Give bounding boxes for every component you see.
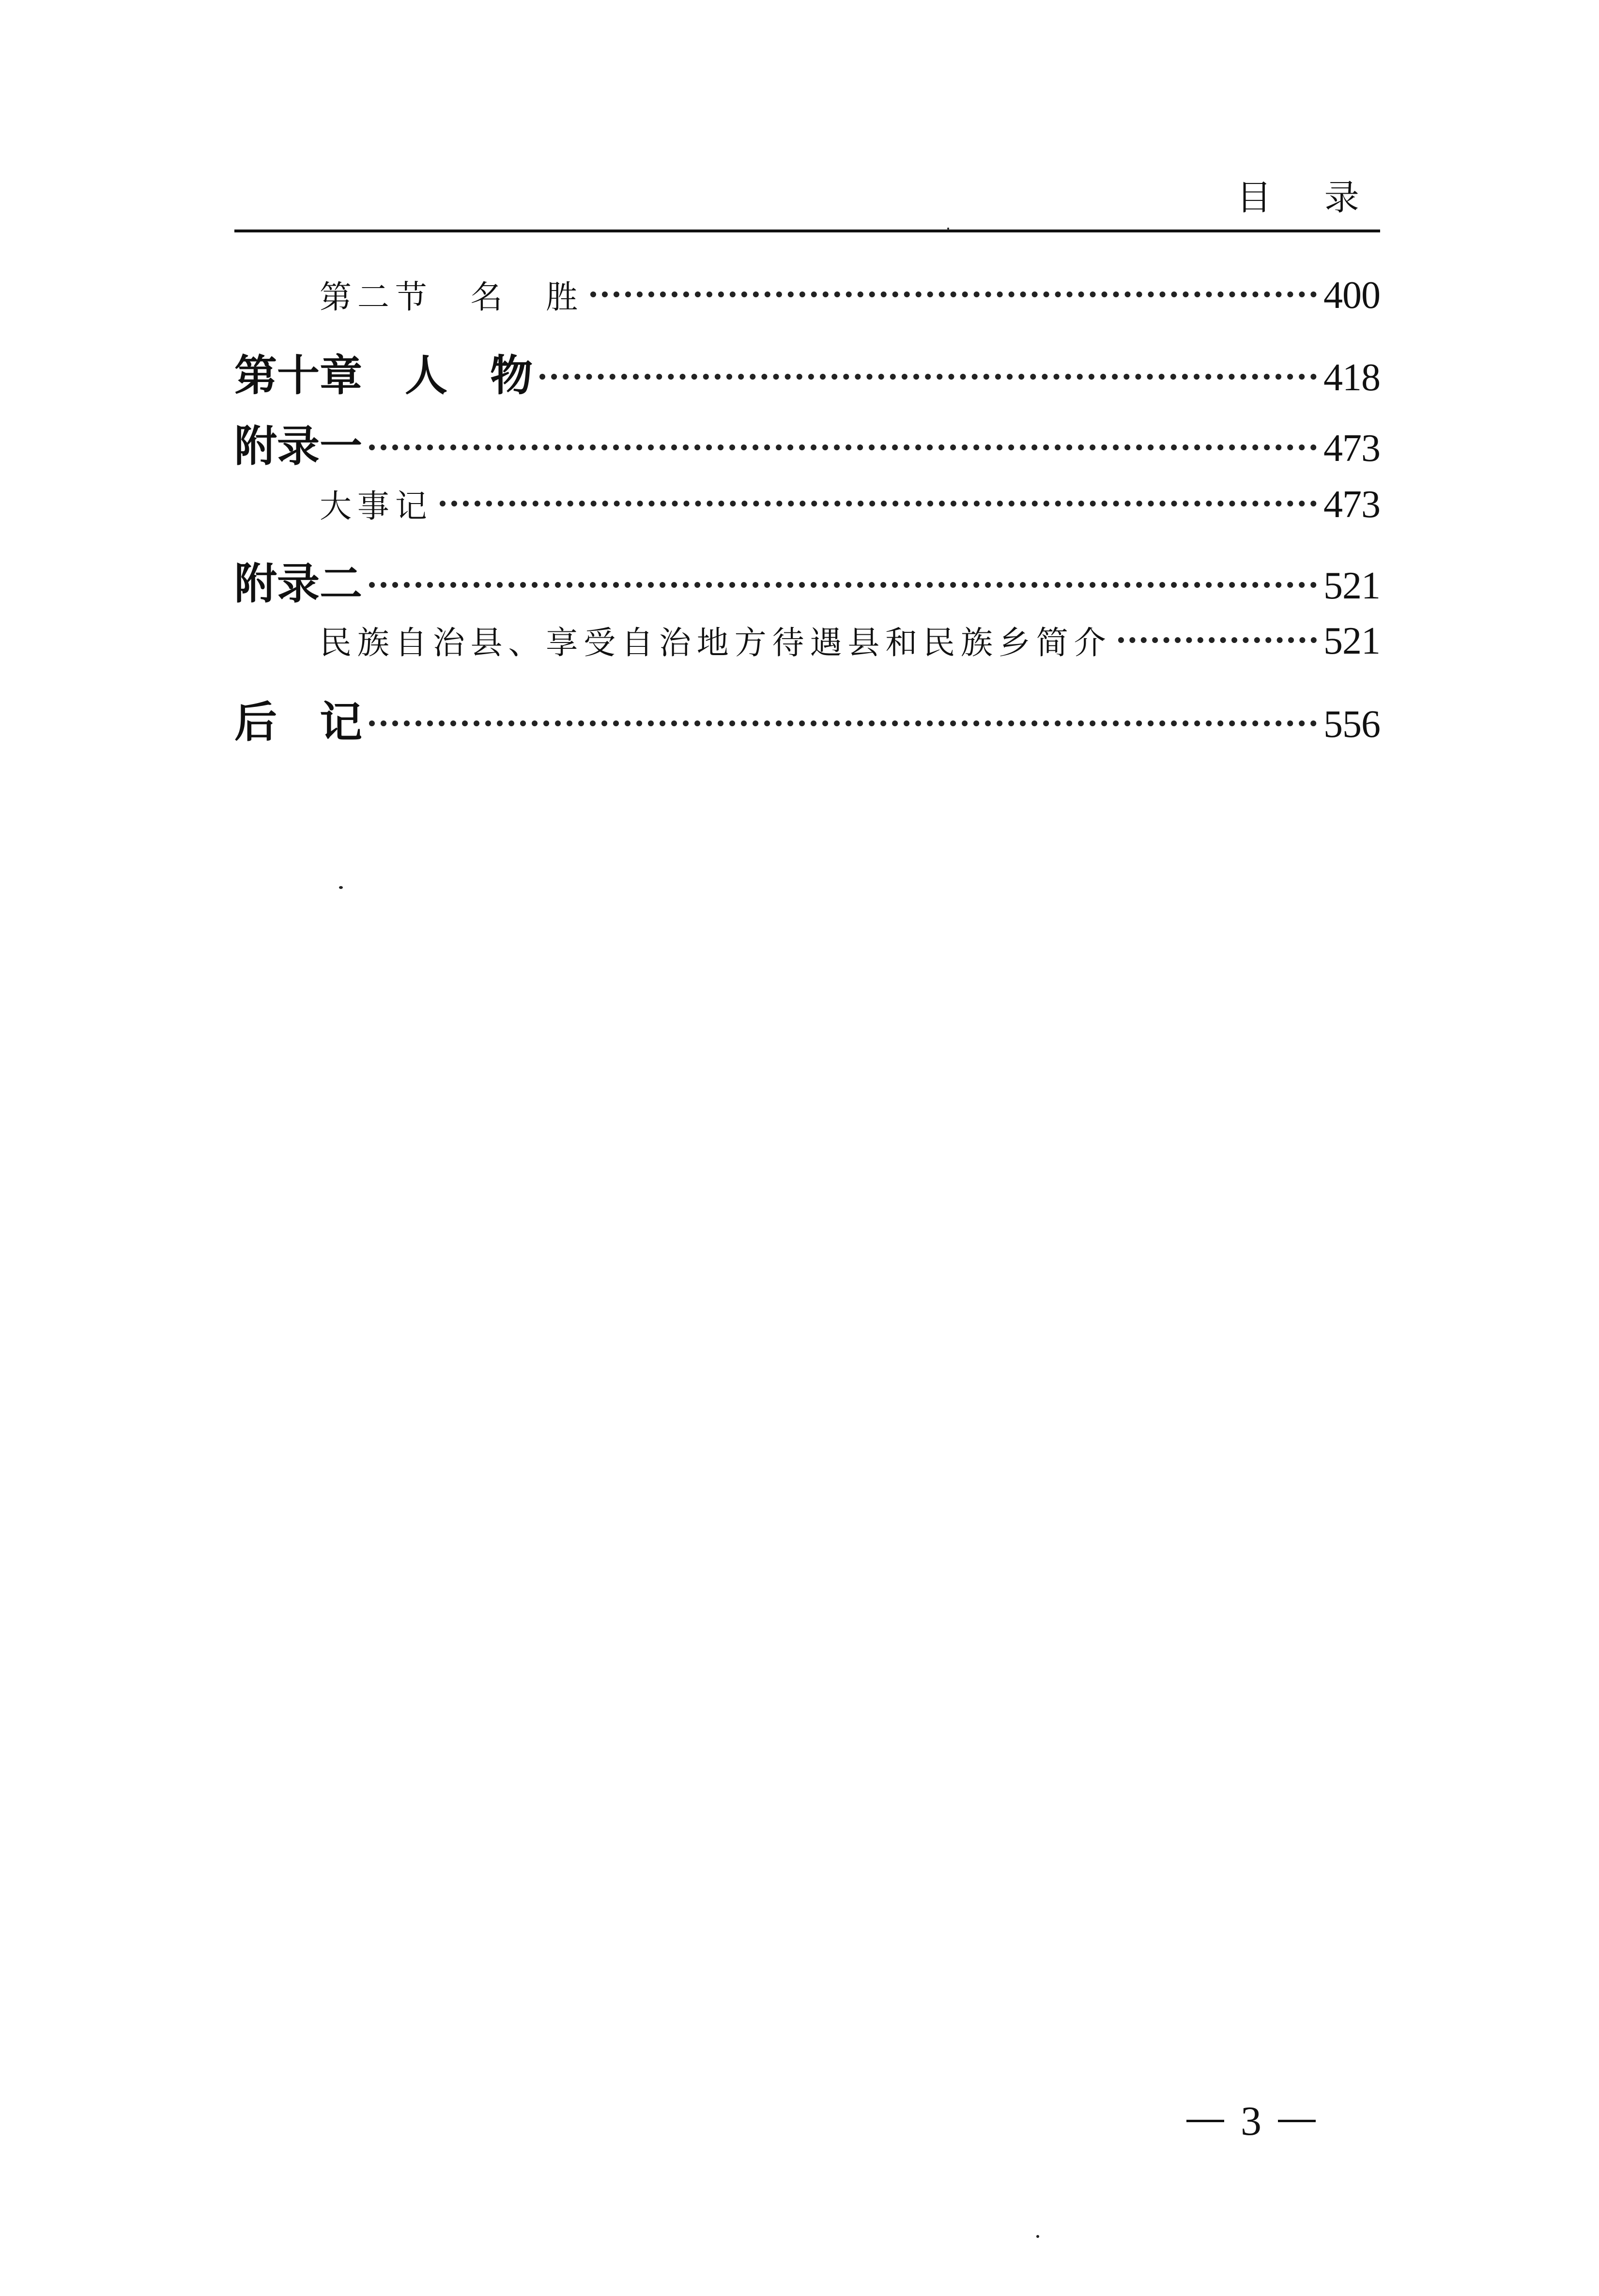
toc-entry-label: 附录一 — [234, 421, 363, 471]
toc-entry-label: 第十章 人 物 — [234, 351, 533, 400]
running-header-title: 目 录 — [1236, 177, 1380, 218]
toc-entry-page: 473 — [1323, 483, 1380, 526]
page-number-value: 3 — [1241, 2097, 1261, 2144]
dot-leader — [539, 374, 1317, 380]
toc-entry-label: 大事记 — [320, 488, 433, 525]
toc-entry-afterword[interactable] — [234, 689, 1380, 750]
toc-entry-appendix-one[interactable] — [234, 413, 1380, 474]
dot-leader — [440, 501, 1317, 506]
scan-speck — [947, 228, 949, 230]
toc-entry-autonomous-counties[interactable] — [234, 617, 1380, 663]
toc-entry-page: 400 — [1323, 274, 1380, 317]
toc-entry-famous-sites[interactable] — [234, 271, 1380, 318]
toc-entry-page: 521 — [1323, 620, 1380, 662]
toc-entry-label: 第二节 名 胜 — [320, 278, 584, 316]
dot-leader — [369, 720, 1317, 726]
toc-entry-label: 附录二 — [234, 559, 363, 609]
toc-entry-chronicle[interactable] — [234, 480, 1380, 527]
toc-entry-page: 556 — [1323, 703, 1380, 746]
scan-speck — [339, 886, 343, 889]
em-dash-left — [1186, 2120, 1224, 2122]
scan-speck — [1036, 2235, 1039, 2238]
toc-entry-appendix-two[interactable] — [234, 550, 1380, 611]
toc-entry-page: 521 — [1323, 565, 1380, 607]
page-number — [1186, 2097, 1316, 2145]
dot-leader — [1118, 637, 1317, 643]
toc-entry-page: 418 — [1323, 356, 1380, 399]
toc-entry-page: 473 — [1323, 427, 1380, 470]
em-dash-right — [1278, 2120, 1316, 2122]
dot-leader — [369, 444, 1317, 450]
toc-entry-chapter-ten-people[interactable] — [234, 342, 1380, 403]
header-rule — [234, 230, 1380, 232]
toc-entry-label: 后 记 — [234, 697, 363, 747]
dot-leader — [369, 582, 1317, 588]
toc-entry-label: 民族自治县、享受自治地方待遇县和民族乡简介 — [320, 624, 1112, 661]
dot-leader — [590, 291, 1317, 297]
